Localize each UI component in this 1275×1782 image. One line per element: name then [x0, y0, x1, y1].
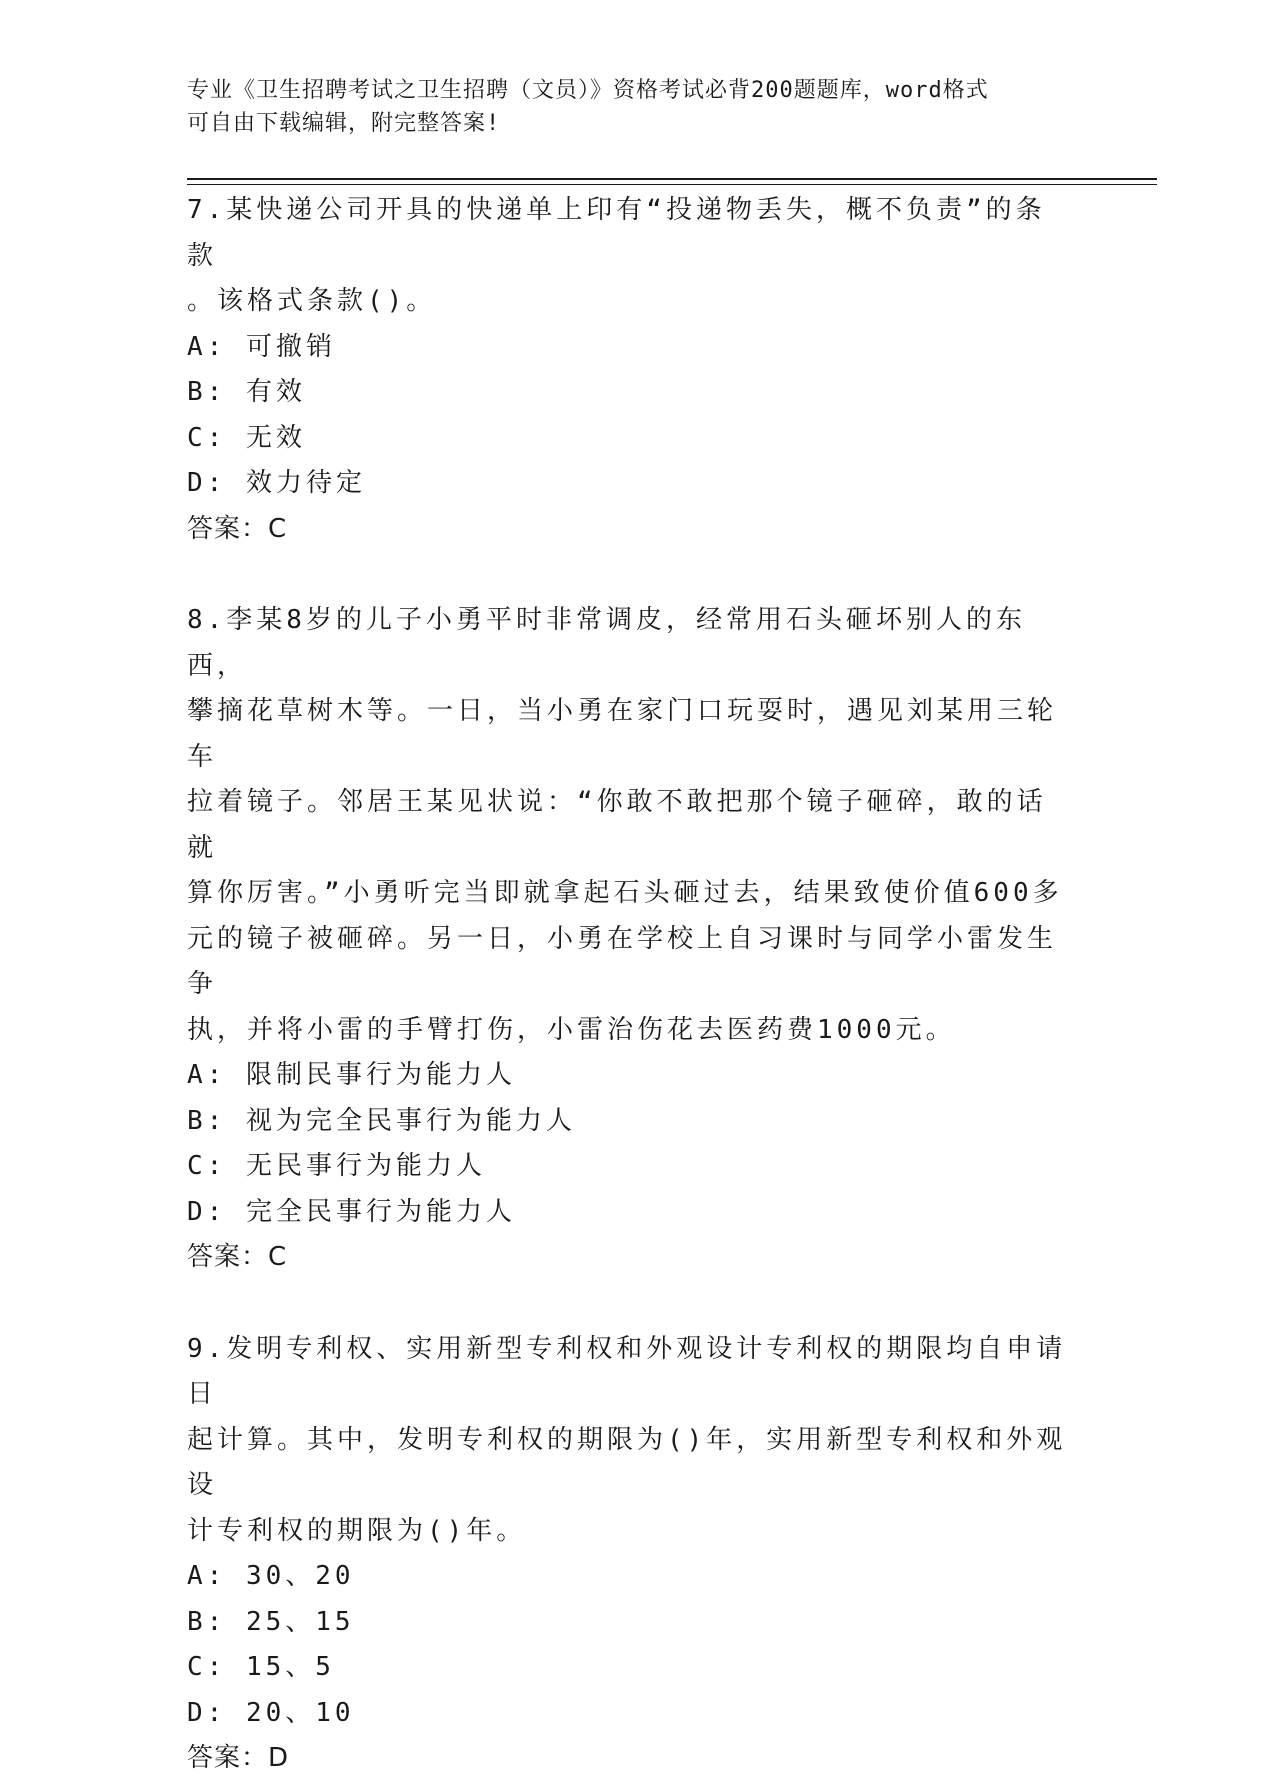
question-text-line: 8.李某8岁的儿子小勇平时非常调皮，经常用石头砸坏别人的东西， [187, 605, 1026, 681]
option-a: A: 可撤销 [187, 331, 336, 362]
question-7 [187, 188, 1067, 552]
question-text-line: 拉着镜子。邻居王某见状说：“你敢不敢把那个镜子砸碎，敢的话就 [187, 787, 1047, 863]
question-text-line: 元的镜子被砸碎。另一日，小勇在学校上自习课时与同学小雷发生争 [187, 923, 1058, 999]
option-a: A: 30、20 [187, 1561, 355, 1591]
option-c: C: 无民事行为能力人 [187, 1151, 486, 1181]
question-9 [187, 1327, 1067, 1782]
question-text-line: 9.发明专利权、实用新型专利权和外观设计专利权的期限均自申请日 [187, 1333, 1067, 1409]
answer-line: 答案：C [187, 513, 288, 544]
header-line-2: 可自由下载编辑，附完整答案! [187, 111, 501, 136]
option-c: C: 无效 [187, 422, 306, 453]
option-c: C: 15、5 [187, 1652, 335, 1682]
question-8 [187, 598, 1067, 1281]
spacer [187, 552, 1067, 598]
option-d: D: 完全民事行为能力人 [187, 1196, 516, 1227]
question-text-line: 。该格式条款()。 [187, 286, 437, 316]
header-line-1: 专业《卫生招聘考试之卫生招聘（文员）》资格考试必背200题题库，word格式 [187, 78, 989, 103]
option-a: A: 限制民事行为能力人 [187, 1060, 516, 1090]
document-header [187, 74, 1067, 140]
question-text-line: 计专利权的期限为()年。 [187, 1515, 527, 1546]
question-text-line: 起计算。其中，发明专利权的期限为()年，实用新型专利权和外观设 [187, 1424, 1067, 1500]
question-text-line: 7.某快递公司开具的快递单上印有“投递物丢失，概不负责”的条款 [187, 195, 1046, 271]
header-rule-thick [187, 178, 1157, 180]
option-b: B: 有效 [187, 377, 306, 407]
answer-line: 答案：C [187, 1242, 288, 1272]
question-list [187, 188, 1067, 1782]
option-b: B: 视为完全民事行为能力人 [187, 1105, 576, 1136]
option-b: B: 25、15 [187, 1606, 355, 1637]
header-rule-thin [187, 184, 1157, 185]
option-d: D: 效力待定 [187, 468, 366, 498]
question-text-line: 攀摘花草树木等。一日，当小勇在家门口玩耍时，遇见刘某用三轮车 [187, 696, 1058, 772]
question-text-line: 执，并将小雷的手臂打伤，小雷治伤花去医药费1000元。 [187, 1014, 956, 1045]
option-d: D: 20、10 [187, 1697, 355, 1728]
question-text-line: 算你厉害。”小勇听完当即就拿起石头砸过去，结果致使价值600多 [187, 878, 1063, 908]
answer-line: 答案：D [187, 1743, 290, 1773]
spacer [187, 1281, 1067, 1327]
